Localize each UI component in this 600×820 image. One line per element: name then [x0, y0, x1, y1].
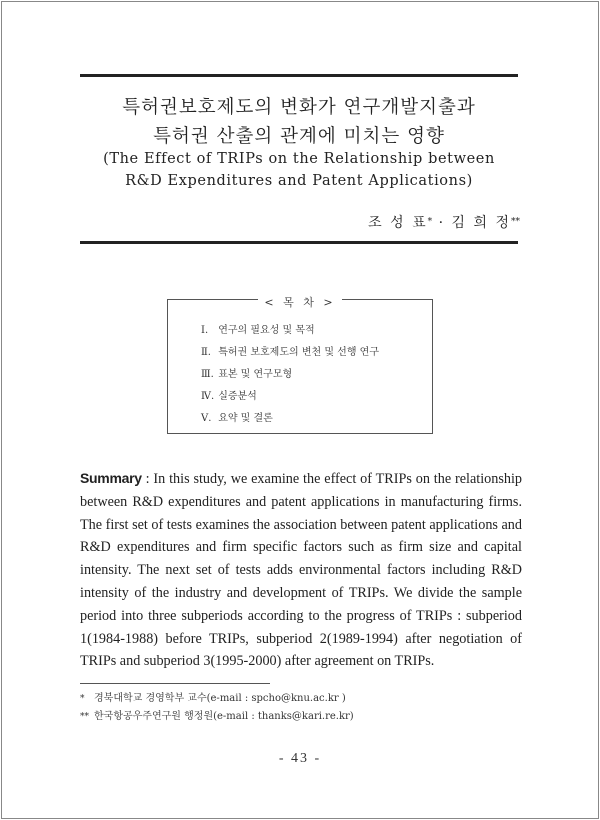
- toc-item: [201, 386, 379, 408]
- toc-item-number: Ⅰ.: [201, 325, 209, 336]
- toc-item: [201, 408, 379, 430]
- footnote-text: 경북대학교 경영학부 교수(e-mail : spcho@knu.ac.kr ): [94, 693, 346, 704]
- toc-item: [201, 342, 379, 364]
- footnote-item: [80, 708, 354, 726]
- footnote-mark: *: [80, 694, 85, 704]
- author-1-name: 조 성 표: [368, 215, 428, 231]
- toc-item-number: Ⅴ.: [201, 413, 212, 424]
- toc-list: [201, 320, 379, 430]
- toc-item-number: Ⅱ.: [201, 347, 211, 358]
- title-korean-line-1: 특허권보호제도의 변화가 연구개발지출과: [122, 97, 476, 118]
- title-english-line-2: R&D Expenditures and Patent Applications): [125, 173, 473, 189]
- summary-text: : In this study, we examine the effect of TRIPs on the relationship between R&D expenditures and patent applications in manufacturing firms. The first set of tests examines the association between patent applications and R&D expenditures and firm specific factors such as firm size and capital intensity. The next set of tests adds environmental factors including R&D intensity of the industry and development of TRIPs. We divide the sample period into three subperiods according to the progress of TRIPs : subperiod 1(1984-1988) before TRIPs, subperiod 2(1989-1994) after negotiation of TRIPs and subperiod 3(1995-2000) after agreement on TRIPs.: [80, 471, 522, 670]
- footnote-text: 한국항공우주연구원 행정원(e-mail : thanks@kari.re.kr): [94, 711, 354, 722]
- summary-paragraph: [80, 467, 522, 673]
- footnotes: [80, 690, 354, 726]
- footnote-item: [80, 690, 354, 708]
- summary-label: Summary: [80, 470, 142, 486]
- author-2-footnote-mark: **: [511, 217, 520, 227]
- footnote-rule: [80, 683, 270, 684]
- title-english-line-1: (The Effect of TRIPs on the Relationship between: [103, 151, 495, 167]
- toc-item-number: Ⅳ.: [201, 391, 215, 402]
- toc-item-number: Ⅲ.: [201, 369, 214, 380]
- author-separator: ·: [432, 215, 452, 231]
- toc-item-label: 표본 및 연구모형: [218, 369, 293, 380]
- title-bottom-rule: [80, 241, 518, 244]
- author-1-footnote-mark: *: [427, 217, 433, 227]
- toc-item-label: 요약 및 결론: [218, 413, 273, 424]
- toc-item-label: 실증분석: [218, 391, 257, 402]
- toc-heading-text: < 목 차 >: [258, 296, 341, 309]
- toc-heading: [168, 291, 432, 310]
- title-top-rule: [80, 74, 518, 77]
- toc-item: [201, 364, 379, 386]
- table-of-contents: [167, 296, 433, 434]
- toc-item-label: 연구의 필요성 및 목적: [218, 325, 315, 336]
- page-number: - 43 -: [278, 751, 322, 766]
- title-korean-line-2: 특허권 산출의 관계에 미치는 영향: [153, 126, 445, 147]
- toc-item: [201, 320, 379, 342]
- author-2-name: 김 희 정: [451, 215, 511, 231]
- toc-item-label: 특허권 보호제도의 변천 및 선행 연구: [218, 347, 379, 358]
- footnote-mark: **: [80, 712, 89, 722]
- author-line: [368, 212, 520, 232]
